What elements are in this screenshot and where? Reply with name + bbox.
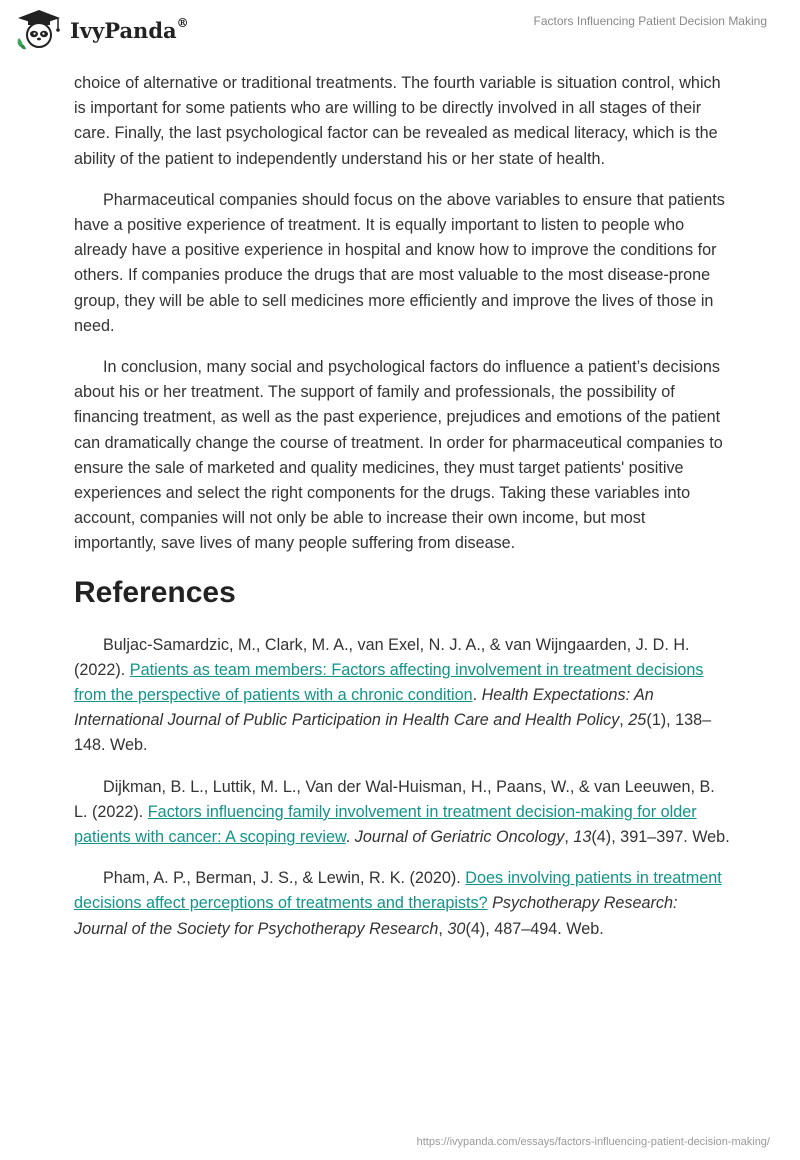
footer-url: https://ivypanda.com/essays/factors-influencing-patient-decision-making/: [416, 1136, 770, 1148]
body-paragraph: choice of alternative or traditional treatments. The fourth variable is situation control, which is important for some patients who are willing to be directly involved in all stages of their care. Finally, the last psychological factor can be revealed as medical literacy, which is the ability of the patient to independently understand his or her state of health.: [74, 74, 721, 168]
reference-volume: 13: [573, 828, 592, 847]
reference-link[interactable]: Does involving patients in treatment decisions affect perceptions of treatments and therapists?: [74, 869, 722, 913]
references-heading: References: [74, 575, 236, 609]
reference-separator: .: [472, 686, 482, 705]
reference-separator: .: [345, 828, 355, 847]
reference-authors: Pham, A. P., Berman, J. S., & Lewin, R. K. (2020).: [103, 869, 466, 888]
reference-authors: Dijkman, B. L., Luttik, M. L., Van der Wal-Huisman, H., Paans, W., & van Leeuwen, B. L. (2022).: [74, 777, 715, 821]
ivypanda-logo[interactable]: [14, 8, 189, 50]
reference-link[interactable]: Patients as team members: Factors affecting involvement in treatment decisions from the perspective of patients with a chronic condition: [74, 660, 704, 705]
reference-separator: ,: [438, 919, 448, 938]
reference-pages: (4), 487–494. Web.: [465, 919, 604, 938]
reference-authors: Buljac-Samardzic, M., Clark, M. A., van Exel, N. J. A., & van Wijngaarden, J. D. H. (2022).: [74, 635, 690, 679]
brand-name: IvyPanda®: [70, 15, 189, 43]
reference-item: [74, 775, 730, 851]
reference-item: [74, 633, 730, 759]
reference-volume: 25: [628, 711, 647, 730]
reference-separator: ,: [619, 711, 629, 730]
reference-link[interactable]: Factors influencing family involvement in treatment decision-making for older patients with cancer: A scoping review: [74, 802, 697, 847]
body-paragraph: Pharmaceutical companies should focus on the above variables to ensure that patients have a positive experience of treatment. It is equally important to listen to people who already have a positive experience in hospital and know how to improve the conditions for others. If companies produce the drugs that are most valuable to the most disease-prone group, they will be able to sell medicines more efficiently and improve the lives of those in need.: [74, 190, 725, 335]
document-title: Factors Influencing Patient Decision Making: [533, 14, 767, 28]
reference-item: [74, 866, 730, 942]
reference-journal: Journal of Geriatric Oncology: [354, 828, 565, 847]
body-paragraph: In conclusion, many social and psychological factors do influence a patient’s decisions about his or her treatment. The support of family and professionals, the possibility of financing treatment, as well as the past experience, prejudices and emotions of the patient can dramatically change the course of treatment. In order for pharmaceutical companies to ensure the sale of marketed and quality medicines, they must target patients' positive experiences and select the right components for the drugs. Taking these variables into account, companies will not only be able to increase their own income, but most importantly, save lives of many people suffering from disease.: [74, 358, 723, 553]
reference-separator: ,: [564, 828, 574, 847]
reference-journal: Health Expectations: An International Journal of Public Participation in Health Care and Health Policy: [74, 686, 654, 730]
panda-graduate-icon: [14, 8, 64, 50]
reference-journal: Psychotherapy Research: Journal of the Society for Psychotherapy Research: [74, 894, 678, 938]
reference-volume: 30: [447, 919, 466, 938]
page-header: [0, 0, 800, 62]
reference-pages: (4), 391–397. Web.: [591, 828, 730, 847]
document-body: [74, 71, 730, 958]
reference-pages: (1), 138–148. Web.: [74, 711, 712, 755]
